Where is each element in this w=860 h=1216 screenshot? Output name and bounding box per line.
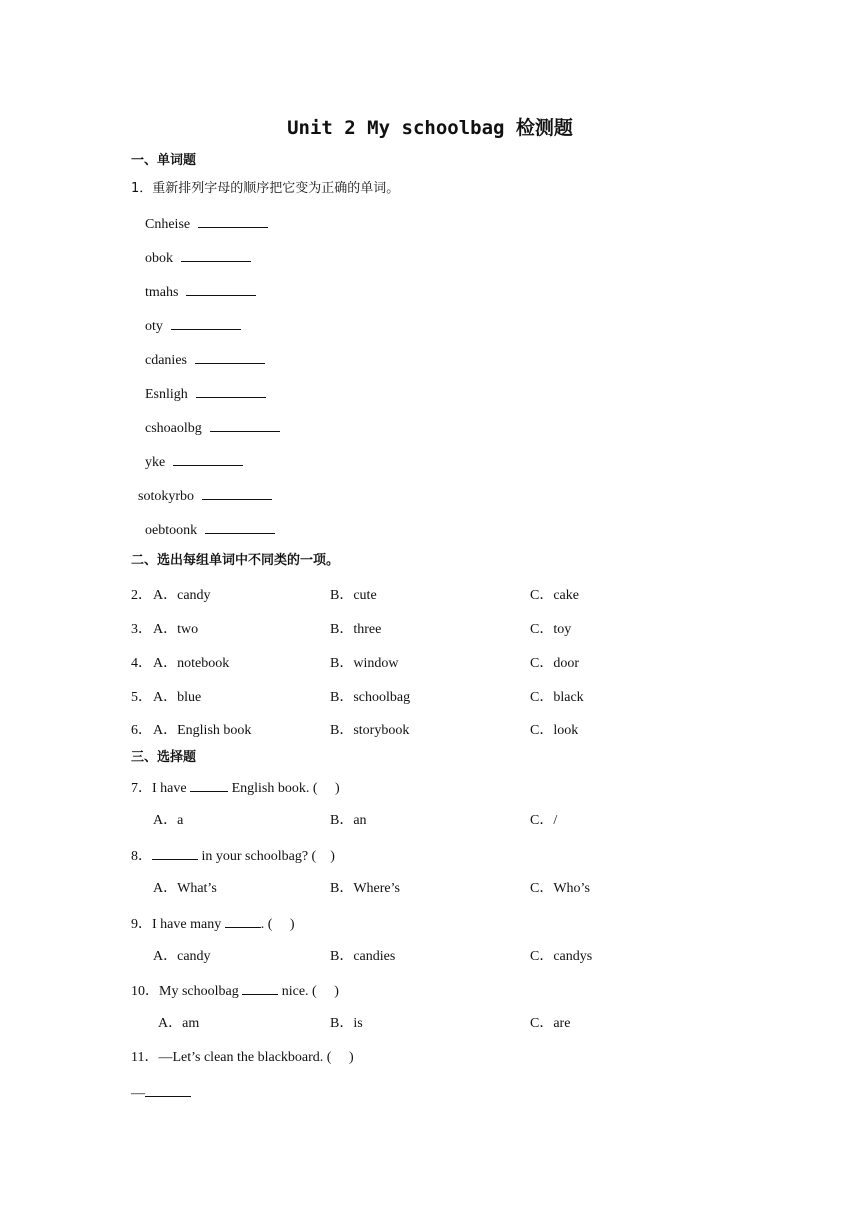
option-c[interactable]: C．/ <box>530 813 558 828</box>
section-heading-3: 三、选择题 <box>131 750 197 765</box>
option-b[interactable]: B．cute <box>330 588 377 603</box>
answer-blank[interactable] <box>195 350 265 364</box>
option-b[interactable]: B．three <box>330 622 382 637</box>
option-b[interactable]: B．candies <box>330 949 396 964</box>
option-c[interactable]: C．toy <box>530 622 572 637</box>
question-number: 5． <box>131 690 152 705</box>
answer-blank[interactable] <box>242 981 278 995</box>
question-9: 9．I have many . ( ) <box>131 914 295 934</box>
answer-blank[interactable] <box>171 316 241 330</box>
scrambled-word-1: Cnheise <box>145 214 268 234</box>
option-a[interactable]: A．blue <box>153 690 202 705</box>
question-10: 10．My schoolbag nice. ( ) <box>131 981 339 1001</box>
scrambled-word-9: sotokyrbo <box>138 486 272 506</box>
scrambled-word-6: Esnligh <box>145 384 266 404</box>
answer-blank[interactable] <box>198 214 268 228</box>
scrambled-word-8: yke <box>145 452 243 472</box>
scrambled-word-3: tmahs <box>145 282 256 302</box>
option-b[interactable]: B．Where’s <box>330 881 400 896</box>
option-b[interactable]: B．window <box>330 656 399 671</box>
question-number: 3． <box>131 622 152 637</box>
option-a[interactable]: A．a <box>153 813 184 828</box>
answer-blank[interactable] <box>190 778 228 792</box>
scrambled-word-10: oebtoonk <box>145 520 275 540</box>
answer-line-11: — <box>131 1083 191 1103</box>
option-a[interactable]: A．candy <box>153 588 211 603</box>
answer-blank[interactable] <box>205 520 275 534</box>
question-number: 2． <box>131 588 152 603</box>
answer-blank[interactable] <box>196 384 266 398</box>
answer-blank[interactable] <box>202 486 272 500</box>
question-11: 11．—Let’s clean the blackboard. ( ) <box>131 1050 354 1065</box>
option-a[interactable]: A．two <box>153 622 199 637</box>
option-c[interactable]: C．cake <box>530 588 579 603</box>
scrambled-word-5: cdanies <box>145 350 265 370</box>
option-c[interactable]: C．are <box>530 1016 571 1031</box>
section-heading-2: 二、选出每组单词中不同类的一项。 <box>131 553 340 568</box>
question-8: 8． in your schoolbag? ( ) <box>131 846 335 866</box>
option-b[interactable]: B．storybook <box>330 723 410 738</box>
answer-blank[interactable] <box>225 914 261 928</box>
question-number: 6． <box>131 723 152 738</box>
option-c[interactable]: C．candys <box>530 949 593 964</box>
answer-blank[interactable] <box>186 282 256 296</box>
question-7: 7．I have English book. ( ) <box>131 778 340 798</box>
option-b[interactable]: B．schoolbag <box>330 690 411 705</box>
question-number: 4． <box>131 656 152 671</box>
option-b[interactable]: B．is <box>330 1016 363 1031</box>
option-b[interactable]: B．an <box>330 813 367 828</box>
scrambled-word-2: obok <box>145 248 251 268</box>
option-c[interactable]: C．door <box>530 656 579 671</box>
page-title: Unit 2 My schoolbag 检测题 <box>287 117 573 139</box>
option-a[interactable]: A．candy <box>153 949 211 964</box>
answer-blank[interactable] <box>173 452 243 466</box>
option-a[interactable]: A．am <box>158 1016 200 1031</box>
scrambled-word-7: cshoaolbg <box>145 418 280 438</box>
option-a[interactable]: A．What’s <box>153 881 217 896</box>
option-c[interactable]: C．look <box>530 723 579 738</box>
question-1: 1．重新排列字母的顺序把它变为正确的单词。 <box>131 181 400 196</box>
section-heading-1: 一、单词题 <box>131 153 197 168</box>
answer-blank[interactable] <box>181 248 251 262</box>
scrambled-word-4: oty <box>145 316 241 336</box>
option-a[interactable]: A．notebook <box>153 656 230 671</box>
answer-blank[interactable] <box>152 846 198 860</box>
option-c[interactable]: C．black <box>530 690 584 705</box>
option-a[interactable]: A．English book <box>153 723 252 738</box>
answer-blank[interactable] <box>145 1083 191 1097</box>
option-c[interactable]: C．Who’s <box>530 881 590 896</box>
answer-blank[interactable] <box>210 418 280 432</box>
